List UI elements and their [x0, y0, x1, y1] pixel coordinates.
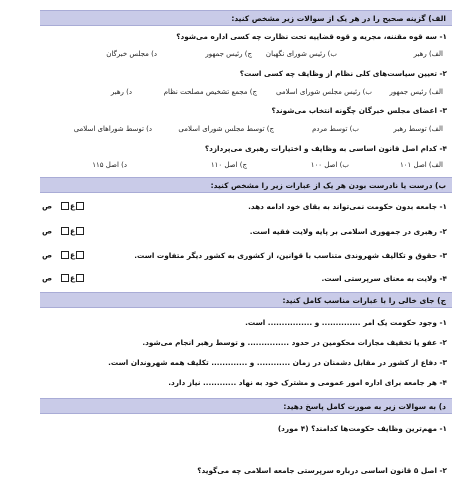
- true-checkbox[interactable]: [76, 202, 84, 210]
- essay-question-1: ۱- مهم‌ترین وظایف حکومت‌ها کدامند؟ (۴ مورد): [277, 424, 447, 433]
- mcq-3-option-d: د) توسط شوراهای اسلامی: [73, 125, 152, 133]
- mcq-4-option-d: د) اصل ۱۱۵: [92, 161, 127, 169]
- section-b-header: ب) درست یا نادرست بودن هر یک از عبارات زیر را مشخص کنید:: [40, 177, 452, 193]
- tf-statement-1: ۱- جامعه بدون حکومت نمی‌تواند به بقای خود ادامه دهد.: [248, 202, 447, 211]
- mcq-4-option-b: ب) اصل ۱۰۰: [310, 161, 349, 169]
- mcq-2-option-a: الف) رئیس جمهور: [389, 88, 443, 96]
- true-checkbox[interactable]: [76, 251, 84, 259]
- true-label: ص: [42, 226, 53, 236]
- tf-answer-4: [42, 273, 85, 283]
- tf-answer-3: [42, 250, 85, 260]
- mcq-1-option-a: الف) رهبر: [413, 50, 443, 58]
- fill-blank-1: ۱- وجود حکومت یک امر .............. و ................ است.: [245, 318, 447, 327]
- tf-statement-4: ۴- ولایت به معنای سرپرستی است.: [321, 274, 447, 283]
- false-label: غ: [69, 250, 76, 260]
- mcq-3-option-c: ج) توسط مجلس شورای اسلامی: [178, 125, 274, 133]
- mcq-3-option-b: ب) توسط مردم: [312, 125, 359, 133]
- true-label: ص: [42, 250, 53, 260]
- false-checkbox[interactable]: [61, 202, 69, 210]
- tf-answer-2: [42, 226, 85, 236]
- mcq-2-option-b: ب) رئیس مجلس شورای اسلامی: [276, 88, 372, 96]
- mcq-1-option-b: ب) رئیس شورای نگهبان: [265, 50, 337, 58]
- mcq-2-option-c: ج) مجمع تشخیص مصلحت نظام: [163, 88, 257, 96]
- section-d-header: د) به سوالات زیر به صورت کامل پاسخ دهید:: [40, 398, 452, 414]
- tf-statement-2: ۲- رهبری در جمهوری اسلامی بر پایه ولایت فقیه است.: [249, 227, 447, 236]
- mcq-1-option-c: ج) رئیس جمهور: [205, 50, 252, 58]
- false-checkbox[interactable]: [61, 274, 69, 282]
- true-checkbox[interactable]: [76, 274, 84, 282]
- mcq-question-4: ۴- کدام اصل قانون اساسی به وظایف و اختیارات رهبری می‌پردازد؟: [204, 144, 447, 153]
- false-label: غ: [69, 201, 76, 211]
- true-label: ص: [42, 273, 53, 283]
- section-c-header: ج) جای خالی را با عبارات مناسب کامل کنید:: [40, 292, 452, 308]
- mcq-question-1: ۱- سه قوه مقننه، مجریه و قوه قضاییه تحت نظارت چه کسی اداره می‌شود؟: [176, 32, 447, 41]
- essay-question-2: ۲- اصل ۵ قانون اساسی درباره سرپرستی جامعه اسلامی چه می‌گوید؟: [197, 466, 447, 475]
- true-label: ص: [42, 201, 53, 211]
- fill-blank-3: ۳- دفاع از کشور در مقابل دشمنان در زمان ............ و ............. تکلیف همه شهروندان است.: [108, 358, 447, 367]
- section-a-header: الف) گزینه صحیح را در هر یک از سوالات زیر مشخص کنید:: [40, 10, 452, 26]
- mcq-4-option-c: ج) اصل ۱۱۰: [210, 161, 247, 169]
- true-checkbox[interactable]: [76, 227, 84, 235]
- mcq-1-option-d: د) مجلس خبرگان: [106, 50, 157, 58]
- false-checkbox[interactable]: [61, 227, 69, 235]
- tf-answer-1: [42, 201, 85, 211]
- mcq-3-option-a: الف) توسط رهبر: [393, 125, 443, 133]
- false-label: غ: [69, 226, 76, 236]
- false-checkbox[interactable]: [61, 251, 69, 259]
- fill-blank-2: ۲- عفو یا تخفیف مجازات محکومین در حدود ............... و توسط رهبر انجام می‌شود.: [142, 338, 447, 347]
- mcq-question-3: ۳- اعضای مجلس خبرگان چگونه انتخاب می‌شوند؟: [271, 106, 447, 115]
- false-label: غ: [69, 273, 76, 283]
- mcq-4-option-a: الف) اصل ۱۰۱: [400, 161, 443, 169]
- tf-statement-3: ۳- حقوق و تکالیف شهروندی متناسب با قوانین، از کشوری به کشور دیگر متفاوت است.: [134, 251, 447, 260]
- mcq-question-2: ۲- تعیین سیاست‌های کلی نظام از وظایف چه کسی است؟: [239, 69, 447, 78]
- fill-blank-4: ۴- هر جامعه برای اداره امور عمومی و مشترک خود به نهاد ............ نیاز دارد.: [168, 378, 447, 387]
- mcq-2-option-d: د) رهبر: [110, 88, 132, 96]
